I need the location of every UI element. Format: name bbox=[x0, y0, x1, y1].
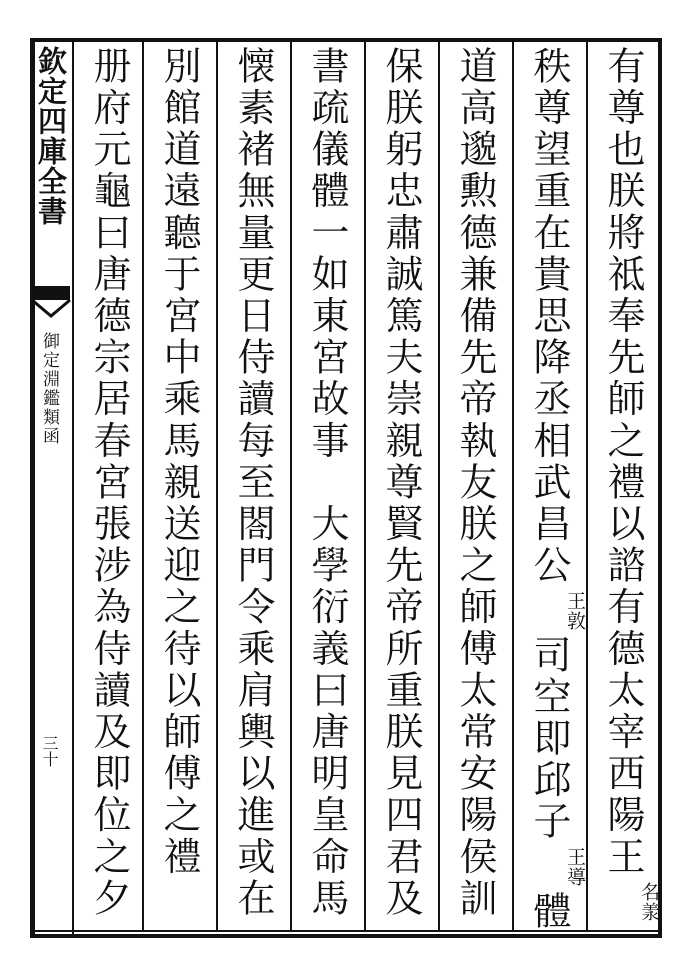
column-text: 司空即邱子 bbox=[527, 634, 571, 843]
text-column-5 bbox=[290, 46, 364, 926]
column-text: 保朕躬忠肅誠篤夫崇親尊賢先帝所重朕見四君及 bbox=[379, 46, 423, 920]
text-column-7 bbox=[142, 46, 216, 926]
fish-tail-ornament bbox=[30, 286, 72, 318]
column-text: 別館道遠聽于宮中乘馬親送迎之待以師傅之禮 bbox=[157, 46, 201, 878]
page-number: 三十 bbox=[40, 735, 59, 767]
interlinear-note: 名羕 bbox=[638, 882, 660, 922]
text-column-3 bbox=[438, 46, 512, 926]
text-column-4 bbox=[364, 46, 438, 926]
interlinear-note: 王敦 bbox=[564, 590, 586, 631]
column-text: 懐素褚無量更日侍讀每至閤門令乘肩輿以進或在 bbox=[231, 46, 275, 920]
column-text: 秩尊望重在貴思降丞相武昌公 bbox=[527, 46, 571, 587]
column-text: 大學衍義曰唐明皇命馬 bbox=[305, 503, 349, 920]
column-gap bbox=[305, 462, 349, 504]
column-text: 有尊也朕將祗奉先師之禮以諮有德太宰西陽王 bbox=[601, 46, 645, 878]
text-column-2 bbox=[512, 46, 586, 933]
column-text: 書疏儀體一如東宮故事 bbox=[305, 46, 349, 462]
section-title: 御定淵鑑類函 bbox=[39, 332, 59, 446]
text-column-1 bbox=[586, 46, 660, 926]
text-column-8 bbox=[72, 46, 146, 926]
column-text: 體 bbox=[527, 890, 571, 933]
column-text: 道高邈勲德兼備先帝執友朕之師傅太常安陽侯訓 bbox=[453, 46, 497, 920]
column-text: 册府元龜曰唐德宗居春宮張涉為侍讀及即位之夕 bbox=[87, 46, 131, 920]
text-column-6 bbox=[216, 46, 290, 926]
book-title: 欽定四庫全書 bbox=[34, 46, 68, 226]
interlinear-note: 王導 bbox=[564, 846, 586, 887]
